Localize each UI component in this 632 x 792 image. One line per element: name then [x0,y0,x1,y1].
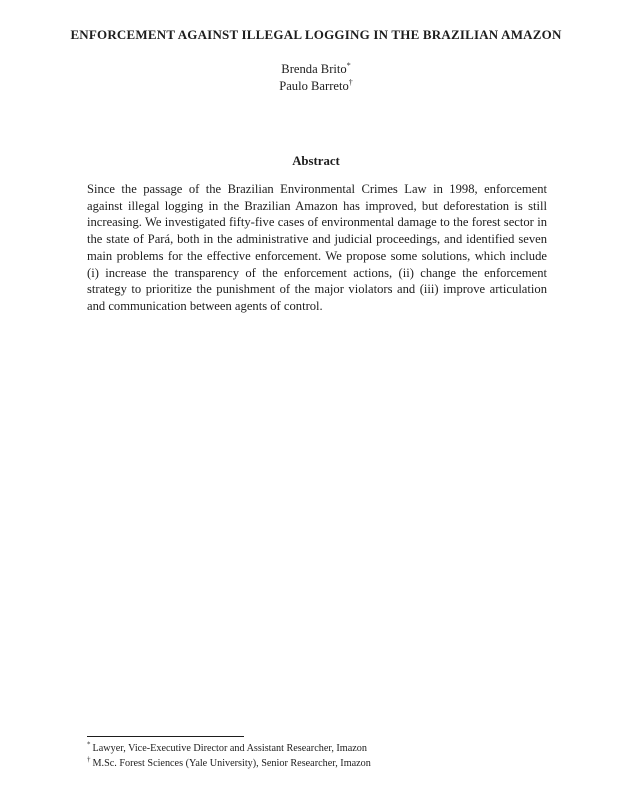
footnote-section [87,736,547,771]
footnote-marker: * [87,740,91,749]
footnote [87,742,547,757]
author-name: Paulo Barreto [279,79,349,93]
author-line [0,61,632,78]
author-footnote-marker: † [348,77,353,87]
author-block [0,61,632,95]
footnote-text: Lawyer, Vice-Executive Director and Assistant Researcher, Imazon [92,743,367,754]
author-footnote-marker: * [346,60,351,70]
author-name: Brenda Brito [281,62,347,76]
abstract-text: Since the passage of the Brazilian Environmental Crimes Law in 1998, enforcement against illegal logging in the Brazilian Amazon has improved, but deforestation is still increasing. We investigated fifty-five cases of environmental damage to the forest sector in the state of Pará, both in the administrative and judicial proceedings, and identified seven main problems for the effective enforcement. We propose some solutions, which include (i) increase the transparency of the enforcement actions, (ii) change the enforcement strategy to prioritize the punishment of the major violators and (iii) improve articulation and communication between agents of control. [87,182,547,313]
paper-title: ENFORCEMENT AGAINST ILLEGAL LOGGING IN THE BRAZILIAN AMAZON [70,27,562,42]
footnote-text: M.Sc. Forest Sciences (Yale University), Senior Researcher, Imazon [92,757,371,769]
author-line [0,78,632,95]
footnote-marker: † [87,755,91,764]
footnote-separator-rule [87,736,244,737]
footnote [87,757,547,772]
abstract-heading: Abstract [292,154,340,168]
